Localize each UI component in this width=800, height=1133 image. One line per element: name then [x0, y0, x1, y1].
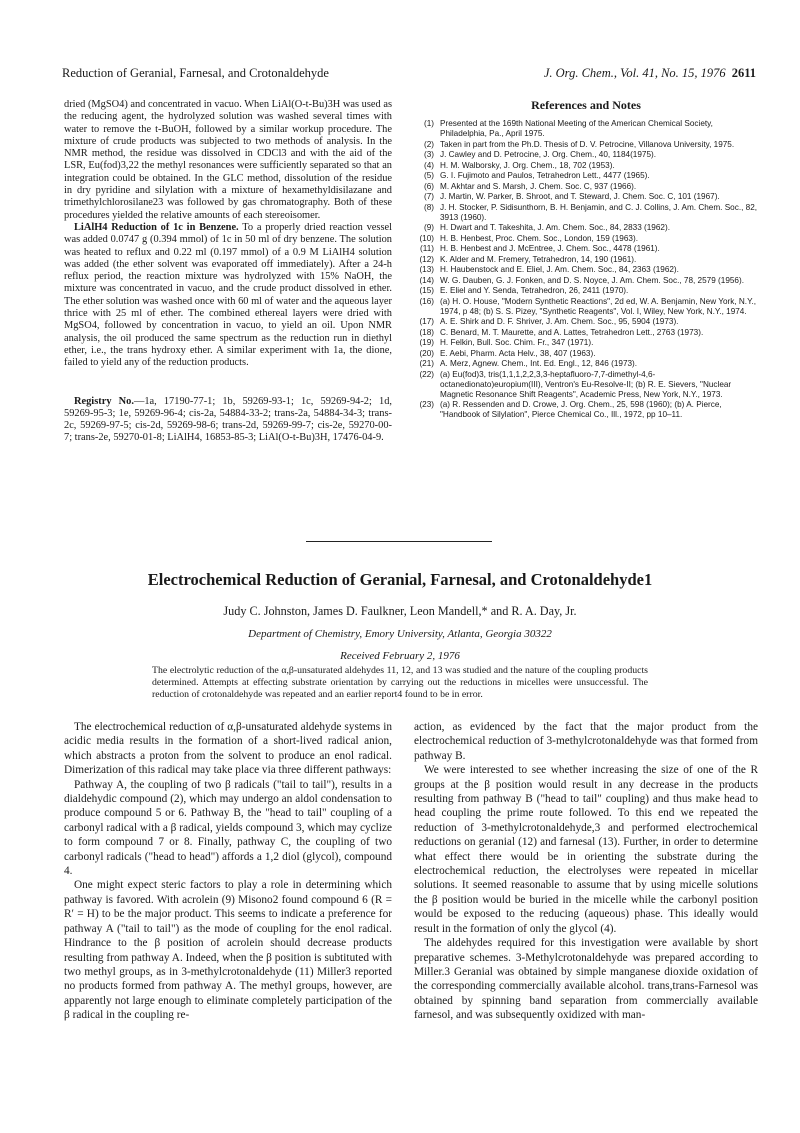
reference-text: J. H. Stocker, P. Sidisunthorn, B. H. Benjamin, and C. J. Collins, J. Am. Chem. Soc., 82, 3913 (1960).: [440, 202, 758, 222]
reference-number: (13): [419, 265, 434, 275]
reference-item: [414, 234, 758, 244]
reference-item: [414, 182, 758, 192]
reference-text: (a) Eu(fod)3, tris(1,1,1,2,2,3,3-heptafluoro-7,7-dimethyl-4,6-octanedionato)europium(III), Ventron's Eu-Resolve-II; (b) R. E. Sievers, "Nuclear Magnetic Resonance Shift Reagents", Academic Press, New York, N.Y., 1973.: [440, 369, 732, 399]
reference-number: (14): [419, 275, 434, 285]
reference-number: (16): [419, 296, 434, 306]
references-column: [414, 99, 758, 421]
reference-item: [414, 223, 758, 233]
reference-item: [414, 171, 758, 181]
reference-number: (8): [423, 202, 434, 212]
experimental-paragraph-2: [64, 222, 392, 370]
reference-number: (15): [419, 286, 434, 296]
reference-item: [414, 276, 758, 286]
reference-item: [414, 150, 758, 160]
reference-number: (6): [423, 181, 434, 191]
reference-text: J. Cawley and D. Petrocine, J. Org. Chem., 40, 1184(1975).: [440, 150, 657, 160]
reference-text: G. I. Fujimoto and Paulos, Tetrahedron Lett., 4477 (1965).: [440, 171, 650, 181]
page-number: 2611: [731, 66, 756, 80]
reference-text: Taken in part from the Ph.D. Thesis of D. V. Petrocine, Villanova University, 1975.: [440, 139, 735, 149]
reference-text: J. Martin, W. Parker, B. Shroot, and T. Steward, J. Chem. Soc. C, 101 (1967).: [440, 192, 720, 202]
body-paragraph: The electrochemical reduction of α,β-unsaturated aldehyde systems in acidic media results in the formation of a short-lived radical anion, which abstracts a proton from the solvent to produce an enol radical. Dimerization of this radical may take place via three different pathways:: [64, 721, 392, 777]
experimental-column: [64, 99, 392, 445]
reference-number: (7): [423, 192, 434, 202]
reference-text: E. Eliel and Y. Senda, Tetrahedron, 26, 2411 (1970).: [440, 286, 629, 296]
reference-text: W. G. Dauben, G. J. Fonken, and D. S. Noyce, J. Am. Chem. Soc., 78, 2579 (1956).: [440, 275, 744, 285]
reference-number: (20): [419, 348, 434, 358]
section-divider: [306, 541, 492, 542]
reference-item: [414, 255, 758, 265]
reference-text: H. B. Henbest, Proc. Chem. Soc., London, 159 (1963).: [440, 233, 638, 243]
reference-number: (22): [419, 369, 434, 379]
spacer: [64, 370, 392, 396]
reference-item: [414, 203, 758, 223]
reference-item: [414, 328, 758, 338]
reference-text: (a) H. O. House, "Modern Synthetic Reactions", 2d ed, W. A. Benjamin, New York, N.Y., 1974, p 48; (b) S. S. Pizey, "Synthetic Reagents", Vol. I, Wiley, New York, N.Y., 1974.: [440, 296, 757, 316]
body-column-right: [414, 720, 758, 1023]
reference-number: (23): [419, 400, 434, 410]
reference-number: (12): [419, 254, 434, 264]
reference-text: H. Haubenstock and E. Eliel, J. Am. Chem. Soc., 84, 2363 (1962).: [440, 265, 679, 275]
body-paragraph: Pathway A, the coupling of two β radicals ("tail to tail"), results in a dialdehydic compound (2), which may undergo an aldol condensation to produce compound 5 or 6. Pathway B, the "head to tail" coupling of a carbonyl radical with a β radical, yields compound 3, which may cyclize to form compound 7 or 8. Finally, pathway C, the coupling of two carbonyl radicals ("head to head") affords a 1,2 diol (glycol), compound 4.: [64, 778, 392, 878]
reference-text: H. Felkin, Bull. Soc. Chim. Fr., 347 (1971).: [440, 338, 594, 348]
running-head: [62, 66, 756, 84]
reference-number: (21): [419, 359, 434, 369]
article-affiliation: Department of Chemistry, Emory University, Atlanta, Georgia 30322: [248, 628, 552, 640]
reference-number: (2): [423, 139, 434, 149]
reference-number: (4): [423, 160, 434, 170]
reference-text: K. Alder and M. Fremery, Tetrahedron, 14, 190 (1961).: [440, 254, 637, 264]
reference-item: [414, 359, 758, 369]
reference-text: M. Akhtar and S. Marsh, J. Chem. Soc. C, 937 (1966).: [440, 181, 637, 191]
reference-item: [414, 244, 758, 254]
reference-number: (9): [423, 223, 434, 233]
reference-number: (3): [423, 150, 434, 160]
reference-item: [414, 370, 758, 400]
reference-item: [414, 265, 758, 275]
journal-citation: J. Org. Chem., Vol. 41, No. 15, 1976: [543, 66, 726, 80]
reference-text: (a) R. Ressenden and D. Crowe, J. Org. Chem., 25, 598 (1960); (b) A. Pierce, "Handbook of Silylation", Pierce Chemical Co., Ill., 1972, pp 10–11.: [440, 400, 722, 420]
reference-number: (17): [419, 317, 434, 327]
reference-item: [414, 119, 758, 139]
reference-text: H. Dwart and T. Takeshita, J. Am. Chem. Soc., 84, 2833 (1962).: [440, 223, 670, 233]
reference-item: [414, 140, 758, 150]
reference-number: (19): [419, 338, 434, 348]
reference-item: [414, 349, 758, 359]
reference-list: [414, 119, 758, 420]
reference-item: [414, 338, 758, 348]
registry-text: —1a, 17190-77-1; 1b, 59269-93-1; 1c, 59269-94-2; 1d, 59269-95-3; 1e, 59269-96-4; cis-2a, 54884-33-2; trans-2a, 54884-34-3; trans-2c, 59269-97-5; cis-2d, 59269-98-6; trans-2d, 59269-99-7; cis-2e, 59270-00-7; trans-2e, 59270-01-8; LiAlH4, 16853-85-3; LiAl(O-t-Bu)3H, 17476-04-9.: [64, 395, 392, 444]
reference-text: A. E. Shirk and D. F. Shriver, J. Am. Chem. Soc., 95, 5904 (1973).: [440, 317, 679, 327]
paragraph-lead: LiAlH4 Reduction of 1c in Benzene.: [74, 221, 239, 233]
reference-number: (10): [419, 233, 434, 243]
running-head-citation: [544, 66, 756, 81]
running-head-title: Reduction of Geranial, Farnesal, and Crotonaldehyde: [62, 66, 329, 80]
reference-text: H. B. Henbest and J. McEntree, J. Chem. Soc., 4478 (1961).: [440, 244, 660, 254]
reference-text: H. M. Walborsky, J. Org. Chem., 18, 702 (1953).: [440, 160, 615, 170]
experimental-paragraph: dried (MgSO4) and concentrated in vacuo. When LiAl(O-t-Bu)3H was used as the reducing agent, the hydrolyzed solution was washed several times with water to remove the t-BuOH, followed by a similar workup procedure. The mixture of crude products was subjected to two methods of analysis. In the NMR method, the residue was dissolved in CDCl3 and with the aid of the LSR, Eu(fod)3,22 the methyl resonances were sufficiently separated so that an integration could be obtained. In the GLC method, dissolution of the residue in dry pyridine and silylation with a mixture of hexamethyldisilazane and trimethylchlorosilane23 was followed by gas chromatography. Both of these procedures yielded the relative amounts of each stereoisomer.: [64, 99, 392, 221]
reference-item: [414, 192, 758, 202]
reference-text: E. Aebi, Pharm. Acta Helv., 38, 407 (1963).: [440, 348, 596, 358]
registry-lead: Registry No.: [74, 395, 134, 407]
article-authors: Judy C. Johnston, James D. Faulkner, Leon Mandell,* and R. A. Day, Jr.: [223, 604, 577, 618]
registry-numbers: [64, 396, 392, 445]
reference-number: (18): [419, 327, 434, 337]
body-paragraph: The aldehydes required for this investigation were available by short preparative schemes. 3-Methylcrotonaldehyde was prepared according to Miller.3 Geranial was obtained by simple manganese dioxide oxidation of the corresponding commercially available alcohol. trans,trans-Farnesol was obtained by spinning band separation from commercially available farnesol, and was subsequently oxidized with man-: [414, 937, 758, 1022]
body-paragraph: We were interested to see whether increasing the size of one of the R groups at the β position would result in any decrease in the products resulting from pathway B ("head to tail" coupling) and thus make head to head coupling the prime route followed. To this end we repeated the reduction of 3-methylcrotonaldehyde,3 and performed electrochemical reductions on geranial (12) and farnesal (13). Further, in order to determine what effect there would be in orienting the substrate during the electrochemical reduction, the electrolyses were repeated in micellar solutions. It seemed reasonable to assume that by using micelle solutions the β position would be buried in the micelle while the carbonyl position would be exposed to the reducing (aqueous) phase. This ideally would result in the formation of only the glycol (4).: [414, 764, 758, 935]
body-column-left: [64, 720, 392, 1023]
reference-number: (1): [423, 119, 434, 129]
received-date: Received February 2, 1976: [340, 650, 460, 662]
references-heading: References and Notes: [531, 98, 641, 112]
reference-text: A. Merz, Agnew. Chem., Int. Ed. Engl., 12, 846 (1973).: [440, 359, 638, 369]
reference-item: [414, 317, 758, 327]
body-paragraph: One might expect steric factors to play a role in determining which pathway is favored. With acrolein (9) Misono2 found compound 6 (R = R′ = H) to be the major product. This seems to indicate a preference for pathway A ("tail to tail") as the mode of coupling for the enol radical. Hindrance to the β position of acrolein should decrease products resulting from pathway A. Indeed, when the β position is subtituted with two methyl groups, as in 3-methylcrotonaldehyde (11) Miller3 reported no products formed from pathway A. The methyl groups, however, are apparently not large enough to eliminate completely participation of the β radical in the coupling re-: [64, 879, 392, 1022]
reference-item: [414, 400, 758, 420]
reference-number: (5): [423, 171, 434, 181]
article-title: Electrochemical Reduction of Geranial, Farnesal, and Crotonaldehyde1: [147, 570, 653, 589]
body-paragraph: action, as evidenced by the fact that the major product from the electrochemical reduction of 3-methylcrotonaldehyde was that formed from pathway B.: [414, 721, 758, 762]
reference-number: (11): [420, 244, 434, 254]
reference-item: [414, 297, 758, 317]
paragraph-text: To a properly dried reaction vessel was added 0.0747 g (0.394 mmol) of 1c in 50 ml of dry benzene. The solution was heated to reflux and 0.22 ml (0.197 mmol) of a 0.9 M LiAlH4 solution was added (the ether solvent was evaporated off immediately). After a 24-h reflux period, the reaction mixture was hydrolyzed with 15% NaOH, the mixture was concentrated in vacuo, and the crude product dissolved in ether. The ether solution was washed once with 60 ml of water and the aqueous layer thrice with 25 ml of ether. The combined ethereal layers were dried with MgSO4, followed by concentration in vacuo, to yield an oil. Upon NMR analysis, the oil produced the same spectrum as the reduction run in diethyl ether, i.e., the trans hydroxy ether. A similar experiment with 1a, the dione, failed to yield any of the reduction products.: [64, 221, 393, 369]
abstract: The electrolytic reduction of the α,β-unsaturated aldehydes 11, 12, and 13 was studied and the nature of the coupling products determined. Attempts at effecting substrate orientation by carrying out the reductions in micelles were unsuccessful. The reduction of crotonaldehyde was repeated and an earlier report4 found to be in error.: [152, 665, 648, 700]
reference-item: [414, 286, 758, 296]
reference-item: [414, 161, 758, 171]
reference-text: Presented at the 169th National Meeting of the American Chemical Society, Philadelphia, Pa., April 1975.: [440, 119, 713, 139]
reference-text: C. Benard, M. T. Maurette, and A. Lattes, Tetrahedron Lett., 2763 (1973).: [440, 327, 704, 337]
